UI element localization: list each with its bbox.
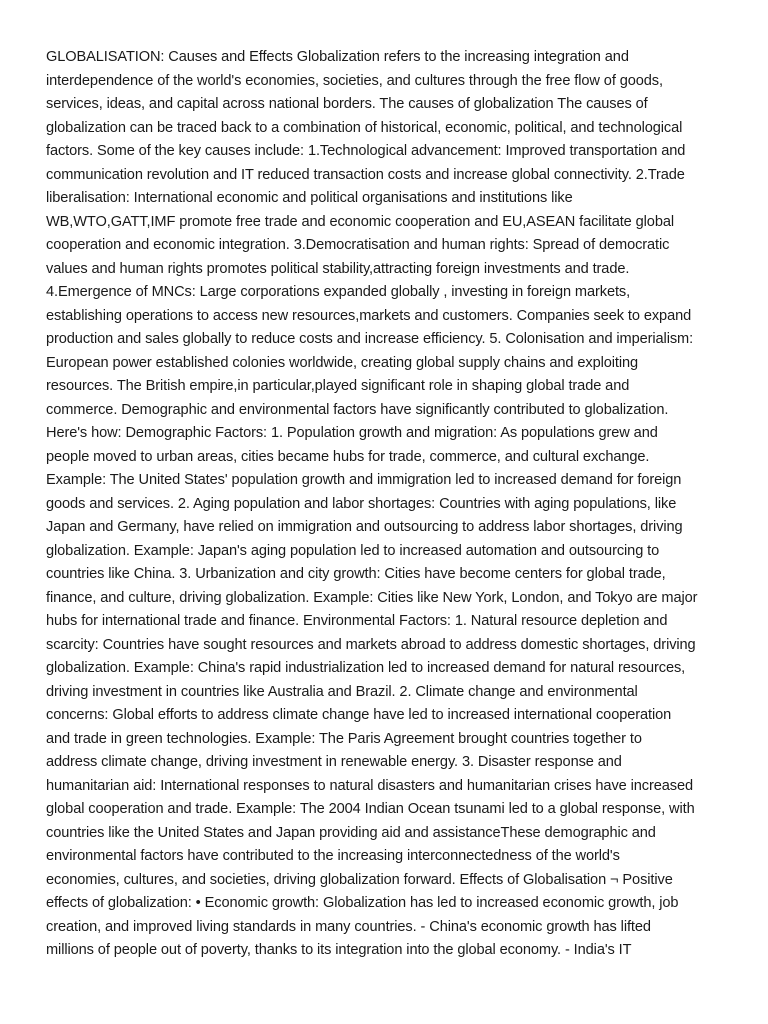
text-line: address climate change, driving investment in renewable energy. 3. Disaster response and: [46, 754, 622, 770]
text-line: scarcity: Countries have sought resources and markets abroad to address domestic shortages, driving: [46, 636, 696, 653]
text-line: factors. Some of the key causes include: 1.Technological advancement: Improved transportation and: [46, 143, 686, 159]
text-line: globalization. Example: Japan's aging population led to increased automation and outsourcing to: [46, 542, 660, 559]
text-line: finance, and culture, driving globalization. Example: Cities like New York, London, and Tokyo are major: [46, 589, 698, 606]
text-line: communication revolution and IT reduced transaction costs and increase global connectivity. 2.Trade: [46, 166, 685, 183]
text-line: values and human rights promotes political stability,attracting foreign investments and trade.: [46, 260, 630, 277]
text-line: production and sales globally to reduce costs and increase efficiency. 5. Colonisation and imperialism:: [46, 331, 694, 347]
text-line: hubs for international trade and finance. Environmental Factors: 1. Natural resource depletion and: [46, 613, 668, 629]
text-line: services, ideas, and capital across national borders. The causes of globalization The causes of: [46, 96, 648, 112]
text-line: Japan and Germany, have relied on immigration and outsourcing to address labor shortages, driving: [46, 519, 683, 535]
text-line: Here's how: Demographic Factors: 1. Population growth and migration: As populations grew and: [46, 425, 658, 441]
text-line: millions of people out of poverty, thanks to its integration into the global economy. - India's IT: [46, 942, 632, 958]
text-line: interdependence of the world's economies, societies, and cultures through the free flow of goods,: [46, 72, 663, 89]
text-line: resources. The British empire,in particular,played significant role in shaping global trade and: [46, 378, 630, 394]
document-body: [46, 46, 746, 963]
text-line: countries like the United States and Japan providing aid and assistanceThese demographic and: [46, 824, 656, 841]
text-line: establishing operations to access new resources,markets and customers. Companies seek to expand: [46, 307, 692, 324]
text-line: and trade in green technologies. Example: The Paris Agreement brought countries together to: [46, 730, 642, 747]
text-line: people moved to urban areas, cities became hubs for trade, commerce, and cultural exchange.: [46, 448, 650, 465]
text-line: WB,WTO,GATT,IMF promote free trade and economic cooperation and EU,ASEAN facilitate global: [46, 213, 674, 230]
text-line: global cooperation and trade. Example: The 2004 Indian Ocean tsunami led to a global response, with: [46, 801, 695, 817]
text-line: European power established colonies worldwide, creating global supply chains and exploiting: [46, 354, 639, 371]
text-line: countries like China. 3. Urbanization and city growth: Cities have become centers for global trade,: [46, 566, 666, 582]
text-line: effects of globalization: • Economic growth: Globalization has led to increased economic growth, job: [46, 895, 679, 911]
text-line: globalization can be traced back to a combination of historical, economic, political, and technological: [46, 119, 683, 136]
text-line: cooperation and economic integration. 3.Democratisation and human rights: Spread of democratic: [46, 237, 670, 253]
text-line: humanitarian aid: International responses to natural disasters and humanitarian crises have increased: [46, 777, 693, 794]
text-line: 4.Emergence of MNCs: Large corporations expanded globally , investing in foreign markets,: [46, 284, 631, 300]
text-line: creation, and improved living standards in many countries. - China's economic growth has lifted: [46, 918, 651, 935]
text-line: environmental factors have contributed to the increasing interconnectedness of the world's: [46, 848, 620, 864]
text-line: GLOBALISATION: Causes and Effects Globalization refers to the increasing integration and: [46, 49, 629, 65]
text-line: liberalisation: International economic and political organisations and institutions like: [46, 190, 573, 206]
text-line: driving investment in countries like Australia and Brazil. 2. Climate change and environmental: [46, 683, 638, 700]
text-line: concerns: Global efforts to address climate change have led to increased international cooperation: [46, 707, 672, 723]
text-line: commerce. Demographic and environmental factors have significantly contributed to globalization.: [46, 401, 669, 418]
text-line: Example: The United States' population growth and immigration led to increased demand for foreign: [46, 472, 682, 488]
text-line: goods and services. 2. Aging population and labor shortages: Countries with aging populations, like: [46, 495, 677, 512]
text-line: globalization. Example: China's rapid industrialization led to increased demand for natural resources,: [46, 660, 686, 676]
text-line: economies, cultures, and societies, driving globalization forward. Effects of Globalisation ¬ Positive: [46, 871, 673, 888]
